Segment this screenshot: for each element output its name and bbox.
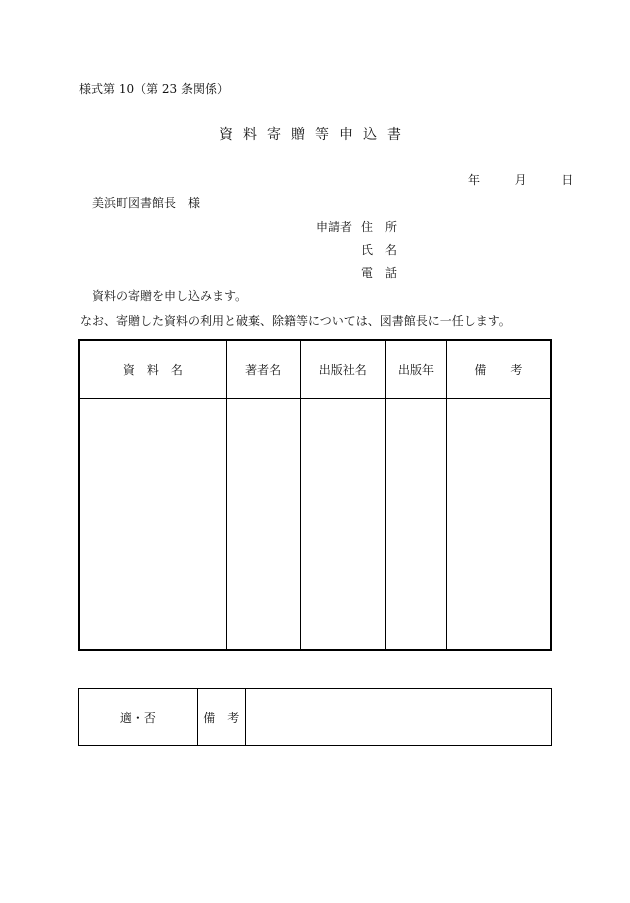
addressee: 美浜町図書館長 様: [92, 196, 201, 210]
date-year: 年: [468, 173, 481, 187]
approval-row: [79, 689, 552, 746]
approval-remarks-label: 備 考: [197, 689, 245, 746]
body-line-2: なお、寄贈した資料の利用と破棄、除籍等については、図書館長に一任します。: [80, 314, 511, 328]
approval-status: 適・否: [79, 689, 198, 746]
cell-material[interactable]: [79, 399, 226, 651]
cell-author[interactable]: [226, 399, 300, 651]
date-line: [468, 171, 573, 188]
form-number: 様式第 10（第 23 条関係）: [79, 82, 229, 96]
materials-table: [78, 339, 552, 651]
applicant-phone: 電 話: [361, 266, 398, 280]
approval-table: [78, 688, 552, 746]
cell-publisher[interactable]: [300, 399, 386, 651]
page-title: 資料寄贈等申込書: [219, 127, 411, 143]
date-month: 月: [514, 173, 527, 187]
table-row: [79, 399, 551, 651]
header-author: 著者名: [226, 340, 300, 399]
header-year: 出版年: [386, 340, 447, 399]
applicant-address: 住 所: [361, 220, 398, 234]
body-line-1: 資料の寄贈を申し込みます。: [92, 289, 248, 303]
approval-remarks-cell[interactable]: [245, 689, 551, 746]
applicant-label: 申請者: [316, 220, 353, 234]
header-remarks: 備 考: [446, 340, 551, 399]
date-day: 日: [561, 173, 574, 187]
cell-remarks[interactable]: [446, 399, 551, 651]
header-material: 資 料 名: [79, 340, 226, 399]
header-publisher: 出版社名: [300, 340, 386, 399]
table-header-row: [79, 340, 551, 399]
cell-year[interactable]: [386, 399, 447, 651]
applicant-name: 氏 名: [361, 243, 398, 257]
